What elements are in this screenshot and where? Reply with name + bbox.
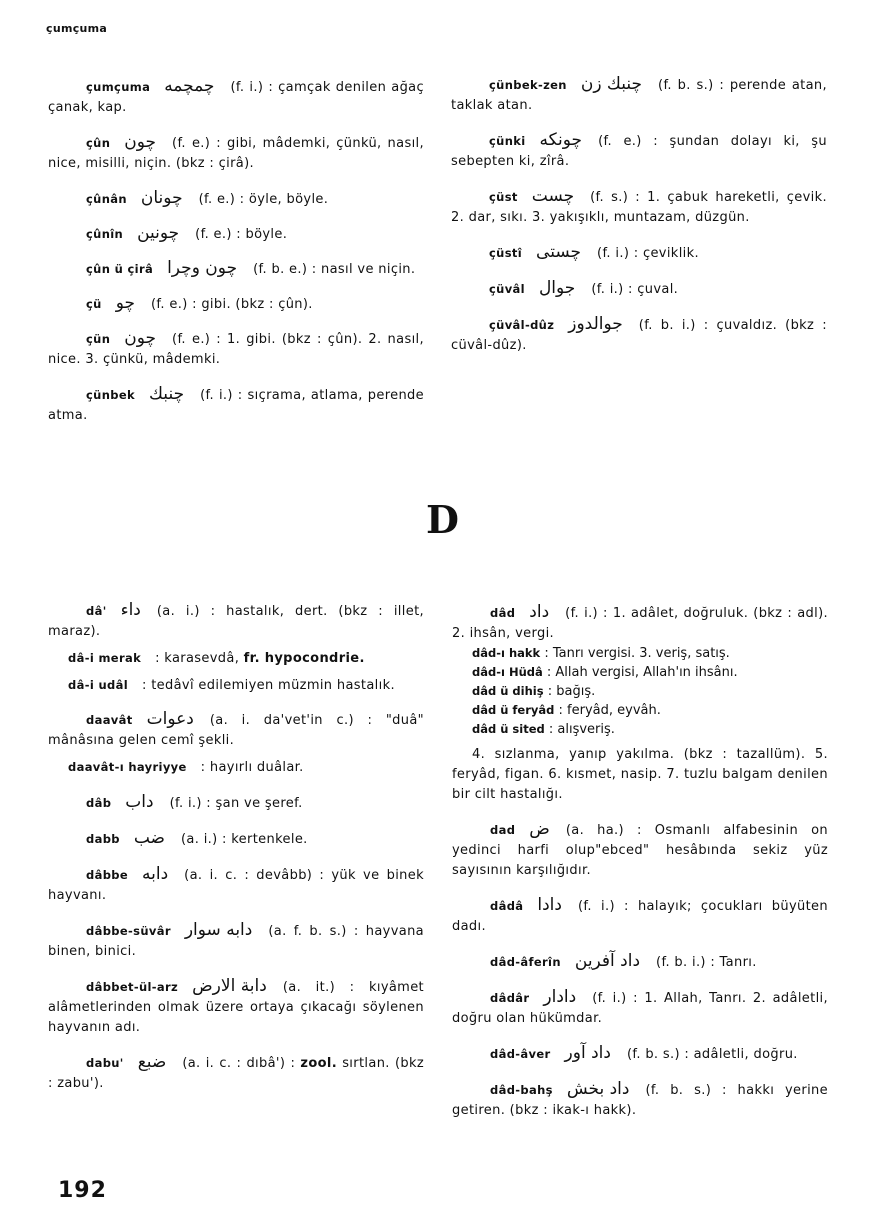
entry-arabic: دابه (142, 864, 169, 884)
entry-arabic: چنبك زن (580, 74, 643, 94)
entry-arabic: داب (125, 792, 154, 812)
dictionary-entry (452, 951, 828, 973)
entry-definition: (f. b. e.) : nasıl ve niçin. (253, 262, 416, 277)
entry-definition: (f. s.) : 1. çabuk hareketli, çevik. 2. dar, sıkı. 3. yakışıklı, muntazam, düzgün. (451, 190, 827, 225)
sub-entry-definition: : alışveriş. (548, 722, 615, 737)
entry-definition: (f. e.) : şundan dolayı ki, şu sebepten ki, zîrâ. (451, 134, 827, 169)
entry-definition: (f. i.) : çeviklik. (597, 246, 699, 261)
entry-headword: çünbek (86, 388, 135, 402)
entry-definition-cont: sırtlan. (bkz : zabu'). (48, 1056, 425, 1091)
entry-arabic: چون (124, 328, 157, 348)
entry-arabic: داد بخش (566, 1079, 630, 1099)
sub-entry (452, 701, 828, 720)
entry-arabic: دعوات (146, 709, 194, 729)
dictionary-entry (48, 293, 424, 315)
dictionary-entry (48, 384, 424, 426)
entry-definition: : hayırlı duâlar. (200, 760, 304, 775)
entry-headword: dâbbe (86, 868, 129, 882)
entry-definition: (f. i.) : sıçrama, atlama, perende atma. (48, 388, 424, 423)
entry-arabic: دادا (537, 895, 562, 915)
entry-definition: (f. e.) : gibi. (bkz : çûn). (151, 297, 313, 312)
entry-headword: dâ' (86, 604, 107, 618)
dictionary-entry (452, 819, 828, 881)
sub-entry-headword: dâd ü sited (472, 722, 545, 736)
entry-arabic: چو (115, 293, 136, 313)
dictionary-entry (48, 258, 424, 280)
dictionary-entry (48, 757, 424, 778)
dictionary-entry (451, 186, 827, 228)
dictionary-entry (451, 242, 827, 264)
dictionary-entry (452, 895, 828, 937)
dictionary-entry (451, 74, 827, 116)
entry-arabic: ض (529, 819, 550, 839)
dictionary-entry (48, 132, 424, 174)
entry-headword: çüvâl-dûz (489, 318, 555, 332)
sub-entry (452, 644, 828, 663)
sub-entry-headword: dâd-ı hakk (472, 646, 541, 660)
dictionary-entry (48, 675, 424, 696)
entry-headword: çünki (489, 134, 526, 148)
sub-entry-headword: dâd-ı Hüdâ (472, 665, 543, 679)
entry-definition: (f. i.) : 1. Allah, Tanrı. 2. adâletli, doğru olan hükümdar. (452, 991, 828, 1026)
dictionary-entry (48, 648, 424, 669)
entry-headword: çüstî (489, 246, 523, 260)
column-bottom-left (48, 600, 424, 1107)
section-letter: D (426, 497, 459, 542)
page-number: 192 (58, 1178, 107, 1203)
entry-headword: dâbbe-süvâr (86, 924, 171, 938)
entry-arabic: چنبك (148, 384, 185, 404)
dictionary-entry (451, 314, 827, 356)
entry-headword: dâbbet-ül-arz (86, 980, 179, 994)
entry-headword: çün (86, 332, 111, 346)
entry-headword: dâd-âferîn (490, 955, 561, 969)
entry-definition: (f. b. s.) : perende atan, taklak atan. (451, 78, 827, 113)
entry-headword: dâd (490, 606, 516, 620)
entry-definition: (f. i.) : çamçak denilen ağaç çanak, kap. (48, 80, 424, 115)
entry-arabic: چون وچرا (167, 258, 238, 278)
entry-continuation: 4. sızlanma, yanıp yakılma. (bkz : tazallüm). 5. feryâd, figan. 6. kısmet, nasip. 7. tuzlu balgam denilen bir cilt hastalığı. (452, 747, 828, 802)
entry-foreign-term: fr. hypocondrie. (243, 651, 365, 666)
entry-headword: çûn (86, 136, 111, 150)
dictionary-entry (48, 976, 424, 1038)
entry-arabic: داد آفرين (574, 951, 641, 971)
entry-definition: : tedâvî edilemiyen müzmin hastalık. (141, 678, 395, 693)
entry-arabic: جوال (538, 278, 576, 298)
entry-arabic: چونان (140, 188, 183, 208)
entry-headword: dabb (86, 832, 120, 846)
entry-arabic: چستى (536, 242, 582, 262)
sub-entry (452, 682, 828, 701)
entry-definition: (f. e.) : böyle. (195, 227, 288, 242)
entry-headword: çumçuma (86, 80, 151, 94)
dictionary-entry (452, 1043, 828, 1065)
entry-field-label: zool. (300, 1056, 337, 1071)
entry-headword: dâd-bahş (490, 1083, 553, 1097)
entry-headword: dâ-i udâl (68, 678, 128, 692)
entry-headword: çünbek-zen (489, 78, 567, 92)
entry-arabic: چون (124, 132, 157, 152)
dictionary-entry (48, 600, 424, 642)
sub-entry-headword: dâd ü dihiş (472, 684, 544, 698)
column-top-right (451, 74, 827, 369)
sub-entry-definition: : feryâd, eyvâh. (558, 703, 661, 718)
entry-headword: dâ-i merak (68, 651, 142, 665)
entry-definition: (f. e.) : 1. gibi. (bkz : çûn). 2. nasıl, nice. 3. çünkü, mâdemki. (48, 332, 424, 367)
entry-definition: (f. i.) : halayık; çocukları büyüten dadı. (452, 899, 828, 934)
entry-definition: (a. i.) : hastalık, dert. (bkz : illet, maraz). (48, 604, 424, 639)
entry-headword: çûn ü çirâ (86, 262, 154, 276)
dictionary-entry (48, 920, 424, 962)
entry-headword: dad (490, 823, 516, 837)
dictionary-entry (48, 223, 424, 245)
dictionary-entry (452, 602, 828, 644)
entry-headword: dabu' (86, 1056, 124, 1070)
entry-headword: dâdâr (490, 991, 530, 1005)
entry-definition: (a. i. da'vet'in c.) : "duâ" mânâsına gelen cemî şekli. (48, 713, 424, 748)
entry-definition: (f. b. s.) : hakkı yerine getiren. (bkz : ikak-ı hakk). (452, 1083, 828, 1118)
entry-definition: (a. i.) : kertenkele. (181, 832, 308, 847)
entry-arabic: چونين (137, 223, 180, 243)
entry-definition: (a. ha.) : Osmanlı alfabesinin on yedinci harfi olup"ebced" hesâbında sekiz yüz sayısının karşılığıdır. (452, 823, 828, 878)
entry-headword: daavât-ı hayriyye (68, 760, 187, 774)
dictionary-entry (48, 792, 424, 814)
entry-headword: çü (86, 297, 102, 311)
entry-headword: daavât (86, 713, 133, 727)
entry-arabic: چونكه (539, 130, 583, 150)
entry-definition: (f. i.) : çuval. (591, 282, 679, 297)
sub-entry-definition: : Allah vergisi, Allah'ın ihsânı. (546, 665, 738, 680)
entry-headword: dâb (86, 796, 112, 810)
dictionary-entry (451, 278, 827, 300)
entry-definition: (f. e.) : öyle, böyle. (198, 192, 329, 207)
dictionary-entry (452, 1079, 828, 1121)
entry-definition: (f. b. s.) : adâletli, doğru. (626, 1047, 798, 1062)
sub-entry-definition: : bağış. (547, 684, 596, 699)
sub-entry (452, 720, 828, 739)
entry-arabic: چمچمه (164, 76, 215, 96)
entry-arabic: داد (529, 602, 550, 622)
entry-definition: (a. it.) : kıyâmet alâmetlerinden olmak üzere ortaya çıkacağı söylenen hayvanın adı. (48, 980, 424, 1035)
dictionary-entry (451, 130, 827, 172)
sub-entry-definition: : Tanrı vergisi. 3. veriş, satış. (544, 646, 730, 661)
dictionary-entry (48, 828, 424, 850)
entry-headword: dâd-âver (490, 1047, 551, 1061)
entry-arabic: داد آور (564, 1043, 611, 1063)
sub-entry-headword: dâd ü feryâd (472, 703, 555, 717)
entry-headword: çüvâl (489, 282, 525, 296)
entry-arabic: ضب (133, 828, 165, 848)
dictionary-entry (48, 188, 424, 210)
running-head: çumçuma (46, 22, 108, 35)
dictionary-entry (48, 864, 424, 906)
sub-entry (452, 663, 828, 682)
entry-definition: : karasevdâ, (155, 651, 240, 666)
entry-definition: (a. i. c. : devâbb) : yük ve binek hayvanı. (48, 868, 424, 903)
entry-arabic: جوالدوز (568, 314, 623, 334)
dictionary-entry (48, 1052, 424, 1094)
entry-definition: (f. b. i.) : Tanrı. (656, 955, 757, 970)
entry-headword: dâdâ (490, 899, 524, 913)
entry-definition: (f. i.) : şan ve şeref. (169, 796, 303, 811)
entry-arabic: ضبع (137, 1052, 167, 1072)
column-bottom-right (452, 602, 828, 1134)
entry-arabic: دابه سوار (184, 920, 253, 940)
dictionary-entry (48, 709, 424, 751)
entry-definition: (a. i. c. : dıbâ') : (182, 1056, 296, 1071)
dictionary-entry (48, 328, 424, 370)
entry-headword: çûnîn (86, 227, 124, 241)
column-top-left (48, 76, 424, 439)
entry-definition: (f. e.) : gibi, mâdemki, çünkü, nasıl, nice, misilli, niçin. (bkz : çirâ). (48, 136, 424, 171)
dictionary-entry (48, 76, 424, 118)
entry-definition: (a. f. b. s.) : hayvana binen, binici. (48, 924, 424, 959)
entry-headword: çûnân (86, 192, 127, 206)
entry-definition: (f. b. i.) : çuvaldız. (bkz : cüvâl-dûz). (451, 318, 827, 353)
entry-headword: çüst (489, 190, 518, 204)
entry-definition: (f. i.) : 1. adâlet, doğruluk. (bkz : adl). 2. ihsân, vergi. (452, 606, 828, 641)
entry-arabic: دابة الارض (192, 976, 267, 996)
entry-arabic: چست (531, 186, 575, 206)
entry-arabic: دادار (543, 987, 577, 1007)
entry-arabic: داء (120, 600, 141, 620)
dictionary-entry (452, 987, 828, 1029)
